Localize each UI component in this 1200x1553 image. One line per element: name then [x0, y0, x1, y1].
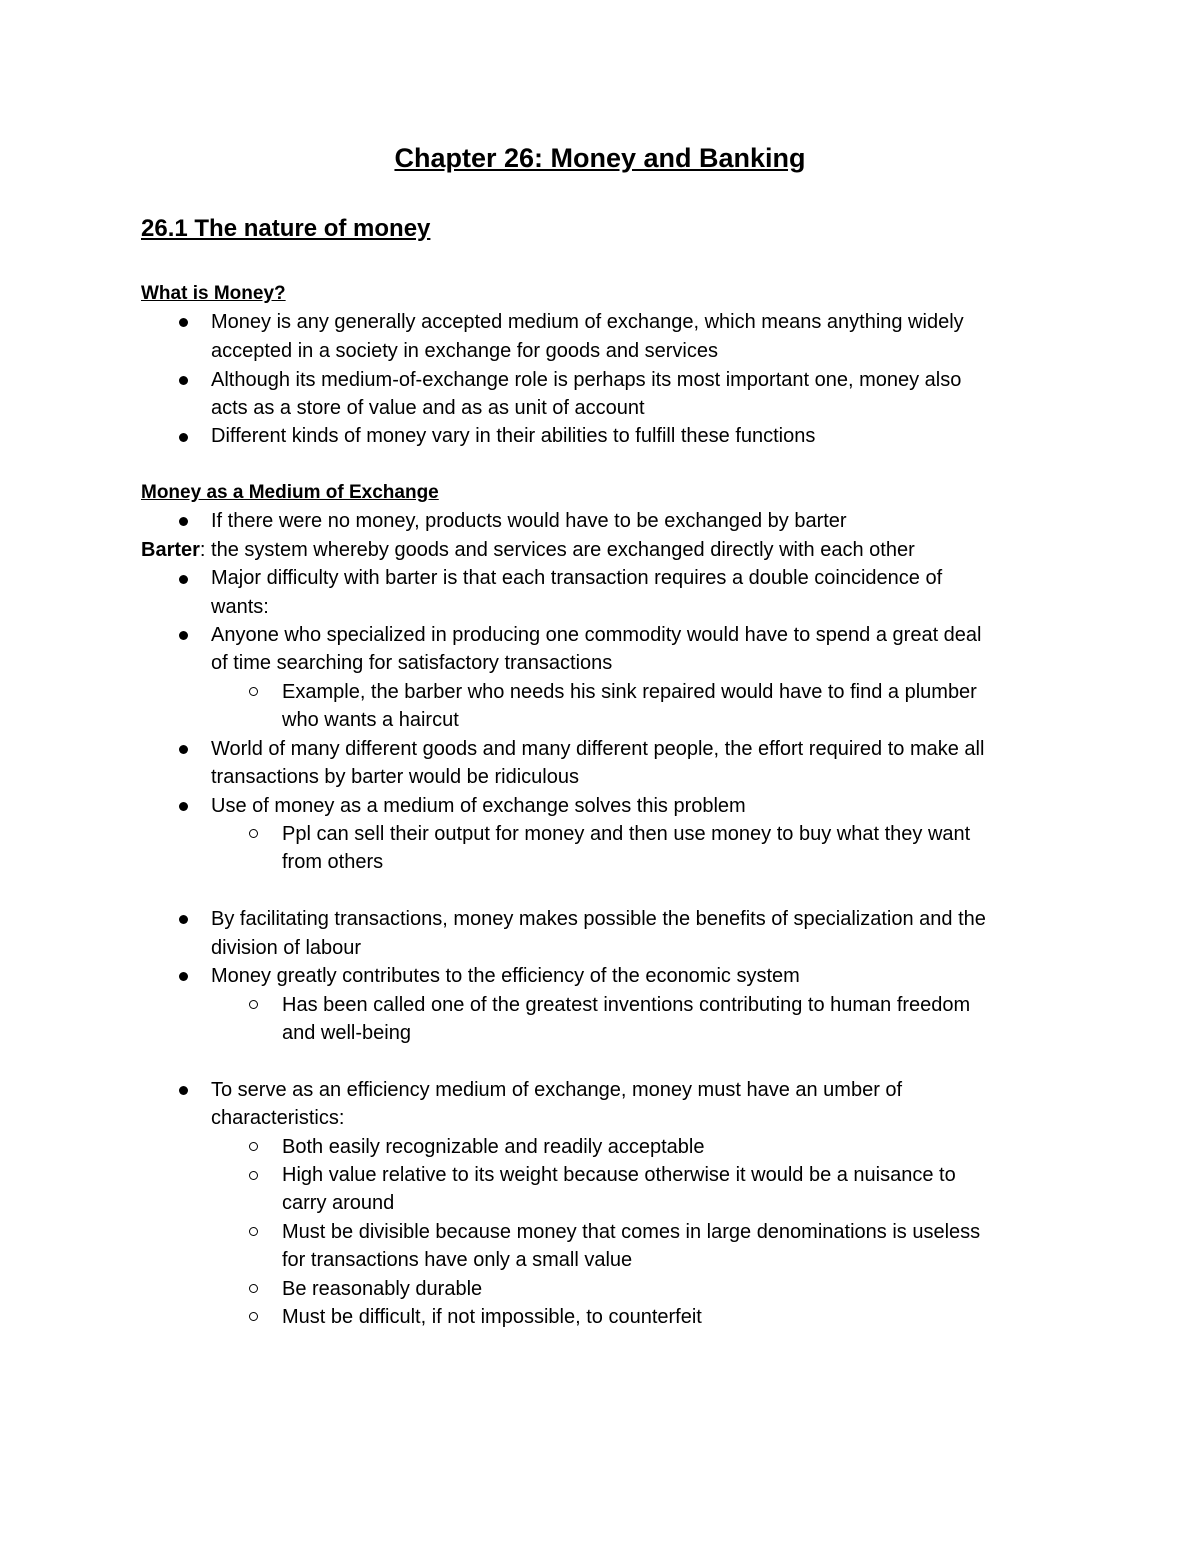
circle-bullet-icon	[249, 1000, 258, 1009]
bullet-icon	[179, 915, 188, 924]
list-item-text: World of many different goods and many different people, the effort required to make all	[211, 738, 985, 760]
list-item-text: for transactions have only a small value	[282, 1249, 633, 1271]
what-is-money-heading: What is Money?	[141, 283, 286, 304]
list-item-text: division of labour	[211, 937, 362, 959]
list-item-text: who wants a haircut	[282, 709, 459, 731]
list-item-text: Must be divisible because money that comes in large denominations is useless	[282, 1221, 981, 1243]
list-item-text: By facilitating transactions, money makes possible the benefits of specialization and the	[211, 908, 986, 930]
bullet-icon	[179, 745, 188, 754]
circle-bullet-icon	[249, 1142, 258, 1151]
bullet-icon	[179, 972, 188, 981]
list-item-text: Anyone who specialized in producing one commodity would have to spend a great deal	[211, 624, 982, 646]
bullet-icon	[179, 1086, 188, 1095]
list-item-text: and well-being	[282, 1022, 411, 1044]
list-item-text: characteristics:	[211, 1107, 345, 1129]
list-item-text: Different kinds of money vary in their abilities to fulfill these functions	[211, 425, 816, 447]
list-item-text: transactions by barter would be ridiculous	[211, 766, 579, 788]
list-item-text: Major difficulty with barter is that each transaction requires a double coincidence of	[211, 567, 943, 589]
list-item-text: of time searching for satisfactory transactions	[211, 652, 613, 674]
list-item-text: acts as a store of value and as as unit of account	[211, 397, 645, 419]
list-item-text: Use of money as a medium of exchange solves this problem	[211, 795, 746, 817]
list-item-text: To serve as an efficiency medium of exchange, money must have an umber of	[211, 1079, 903, 1101]
list-item-text: carry around	[282, 1192, 395, 1214]
list-item-text: Must be difficult, if not impossible, to counterfeit	[282, 1306, 702, 1328]
circle-bullet-icon	[249, 1312, 258, 1321]
list-item-text: Be reasonably durable	[282, 1278, 483, 1300]
list-item-text: If there were no money, products would have to be exchanged by barter	[211, 510, 847, 532]
bullet-icon	[179, 433, 188, 442]
bullet-icon	[179, 318, 188, 327]
list-item-text: Although its medium-of-exchange role is perhaps its most important one, money also	[211, 369, 962, 391]
document-title: Chapter 26: Money and Banking	[394, 143, 806, 173]
list-item-text: Example, the barber who needs his sink repaired would have to find a plumber	[282, 681, 977, 703]
circle-bullet-icon	[249, 1227, 258, 1236]
list-item-text: from others	[282, 851, 384, 873]
circle-bullet-icon	[249, 1171, 258, 1180]
barter-definition	[141, 536, 915, 564]
list-item-text: wants:	[211, 596, 269, 618]
circle-bullet-icon	[249, 687, 258, 696]
circle-bullet-icon	[249, 829, 258, 838]
list-item-text: High value relative to its weight because otherwise it would be a nuisance to	[282, 1164, 956, 1186]
circle-bullet-icon	[249, 1284, 258, 1293]
list-item-text: Ppl can sell their output for money and then use money to buy what they want	[282, 823, 971, 845]
section-heading: 26.1 The nature of money	[141, 215, 431, 242]
list-item-text: Money greatly contributes to the efficiency of the economic system	[211, 965, 800, 987]
bullet-icon	[179, 631, 188, 640]
barter-definition-text: : the system whereby goods and services are exchanged directly with each other	[199, 539, 915, 561]
bullet-icon	[179, 575, 188, 584]
barter-term: Barter	[141, 539, 200, 561]
bullet-icon	[179, 802, 188, 811]
list-item-text: Money is any generally accepted medium of exchange, which means anything widely	[211, 311, 964, 333]
bullet-icon	[179, 376, 188, 385]
list-item-text: Has been called one of the greatest inventions contributing to human freedom	[282, 994, 971, 1016]
medium-of-exchange-heading: Money as a Medium of Exchange	[141, 482, 439, 503]
list-item-text: Both easily recognizable and readily acceptable	[282, 1136, 705, 1158]
bullet-icon	[179, 517, 188, 526]
list-item-text: accepted in a society in exchange for goods and services	[211, 340, 718, 362]
